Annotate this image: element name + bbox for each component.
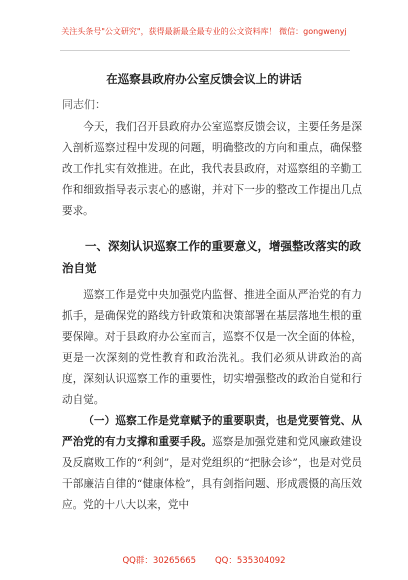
intro-paragraph: 今天，我们召开县政府办公室巡察反馈会议，主要任务是深入剖析巡察过程中发现的问题，明确整改的方向和重点，确保整改工作扎实有效推进。在此，我代表县政府，对巡察组的辛勤工作和细致指导表示衷心的感谢，并对下一步的整改工作提出几点要求。	[62, 121, 362, 217]
subsection-1-paragraph	[62, 411, 362, 516]
subsection-1-body: 巡察是加强党建和党风廉政建设及反腐败工作的“利剑”，是对党组织的“把脉会诊”，也是对党员干部廉洁自律的“健康体检”，具有剑指问题、形成震慑的高压效应。党的十八大以来，党中	[62, 436, 362, 511]
document-title: 在巡察县政府办公室反馈会议上的讲话	[106, 72, 302, 86]
salutation: 同志们：	[62, 98, 106, 111]
footer-contact: QQ群：30265665 QQ：535304092	[122, 556, 286, 566]
header-divider	[60, 50, 350, 51]
section-1-paragraph: 巡察工作是党中央加强党内监督、推进全面从严治党的有力抓手，是确保党的路线方针政策和决策部署在基层落地生根的重要保障。对于县政府办公室而言，巡察不仅是一次全面的体检，更是一次深刻的党性教育和政治洗礼。我们必须从讲政治的高度，深刻认识巡察工作的重要性，切实增强整改的政治自觉和行动自觉。	[62, 289, 362, 406]
header-banner: 关注头条号"公文研究"，获得最新最全最专业的公文资料库！ 微信：gongwenyj	[61, 27, 347, 36]
section-heading-1: 一、深刻认识巡察工作的重要意义，增强整改落实的政治自觉	[62, 239, 361, 275]
subsection-1-heading: （一）巡察工作是党章赋予的重要职责，也是党要管党、从严治党的有力支撑和重要手段。	[62, 415, 362, 448]
